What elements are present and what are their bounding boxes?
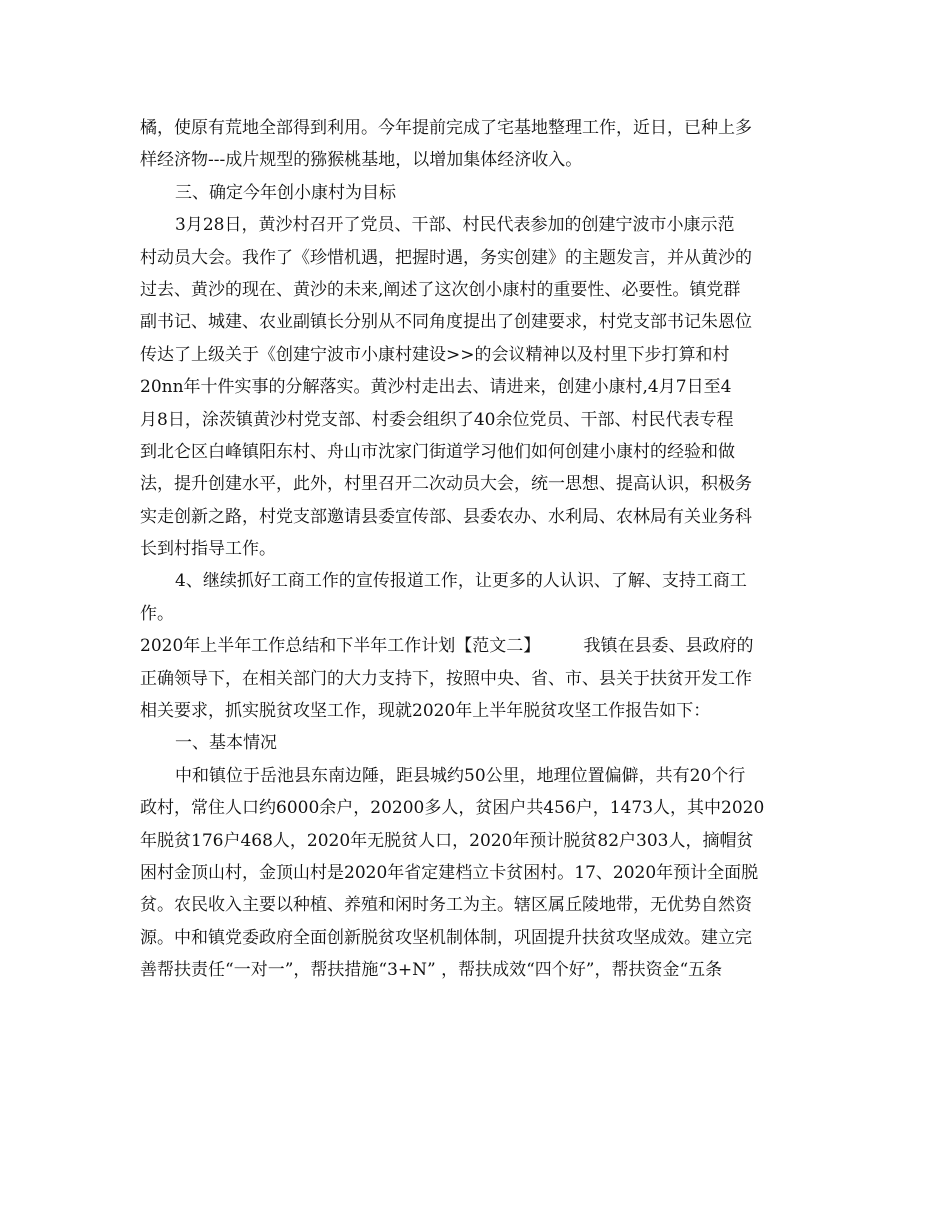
text-line: 政村，常住人口约6000余户，20200多人，贫困户共456户，1473人，其中2020 bbox=[140, 798, 765, 819]
text-line: 过去、黄沙的现在、黄沙的未来,阐述了这次创小康村的重要性、必要性。镇党群 bbox=[140, 279, 741, 300]
text-line: 4、继续抓好工商工作的宣传报道工作，让更多的人认识、了解、支持工商工 bbox=[175, 571, 747, 592]
text-line: 贫。农民收入主要以种植、养殖和闲时务工为主。辖区属丘陵地带，无优势自然资 bbox=[140, 895, 752, 916]
text-line: 样经济物---成片规型的猕猴桃基地，以增加集体经济收入。 bbox=[140, 150, 583, 171]
text-line: 正确领导下，在相关部门的大力支持下，按照中央、省、市、县关于扶贫开发工作 bbox=[140, 668, 752, 689]
text-line: 3月28日，黄沙村召开了党员、干部、村民代表参加的创建宁波市小康示范 bbox=[175, 215, 735, 236]
text-line: 村动员大会。我作了《珍惜机遇，把握时遇，务实创建》的主题发言，并从黄沙的 bbox=[140, 247, 752, 268]
text-line: 相关要求，抓实脱贫攻坚工作，现就2020年上半年脱贫攻坚工作报告如下： bbox=[140, 701, 711, 722]
text-line: 法，提升创建水平，此外，村里召开二次动员大会，统一思想、提高认识，积极务 bbox=[140, 474, 752, 495]
text-line: 副书记、城建、农业副镇长分别从不同角度提出了创建要求，村党支部书记朱恩位 bbox=[140, 312, 752, 333]
text-line: 困村金顶山村，金顶山村是2020年省定建档立卡贫困村。17、2020年预计全面脱 bbox=[140, 862, 759, 883]
text-line: 源。中和镇党委政府全面创新脱贫攻坚机制体制，巩固提升扶贫攻坚成效。建立完 bbox=[140, 927, 752, 948]
text-line: 月8日，涂茨镇黄沙村党支部、村委会组织了40余位党员、干部、村民代表专程 bbox=[140, 409, 734, 430]
text-line: 中和镇位于岳池县东南边陲，距县城约50公里，地理位置偏僻，共有20个行 bbox=[175, 765, 746, 786]
document-body bbox=[140, 112, 812, 987]
text-line: 到北仑区白峰镇阳东村、舟山市沈家门街道学习他们如何创建小康村的经验和做 bbox=[140, 441, 735, 462]
text-line: 三、确定今年创小康村为目标 bbox=[175, 182, 396, 203]
text-line: 实走创新之路，村党支部邀请县委宣传部、县委农办、水利局、农林局有关业务科 bbox=[140, 506, 752, 527]
text-line: 善帮扶责任“一对一”，帮扶措施“3+N” ，帮扶成效“四个好”，帮扶资金“五条 bbox=[140, 960, 723, 981]
text-line: 传达了上级关于《创建宁波市小康村建设>>的会议精神以及村里下步打算和村 bbox=[140, 344, 730, 365]
text-line: 一、基本情况 bbox=[175, 733, 277, 754]
text-line: 作。 bbox=[140, 603, 174, 624]
text-line: 长到村指导工作。 bbox=[140, 539, 276, 560]
text-line: 2020年上半年工作总结和下半年工作计划【范文二】 我镇在县委、县政府的 bbox=[140, 636, 754, 657]
text-line: 年脱贫176户468人，2020年无脱贫人口，2020年预计脱贫82户303人，摘帽贫 bbox=[140, 830, 754, 851]
text-line: 橘，使原有荒地全部得到利用。今年提前完成了宅基地整理工作，近日，已种上多 bbox=[140, 118, 752, 138]
text-line: 20nn年十件实事的分解落实。黄沙村走出去、请进来，创建小康村,4月7日至4 bbox=[140, 377, 732, 398]
